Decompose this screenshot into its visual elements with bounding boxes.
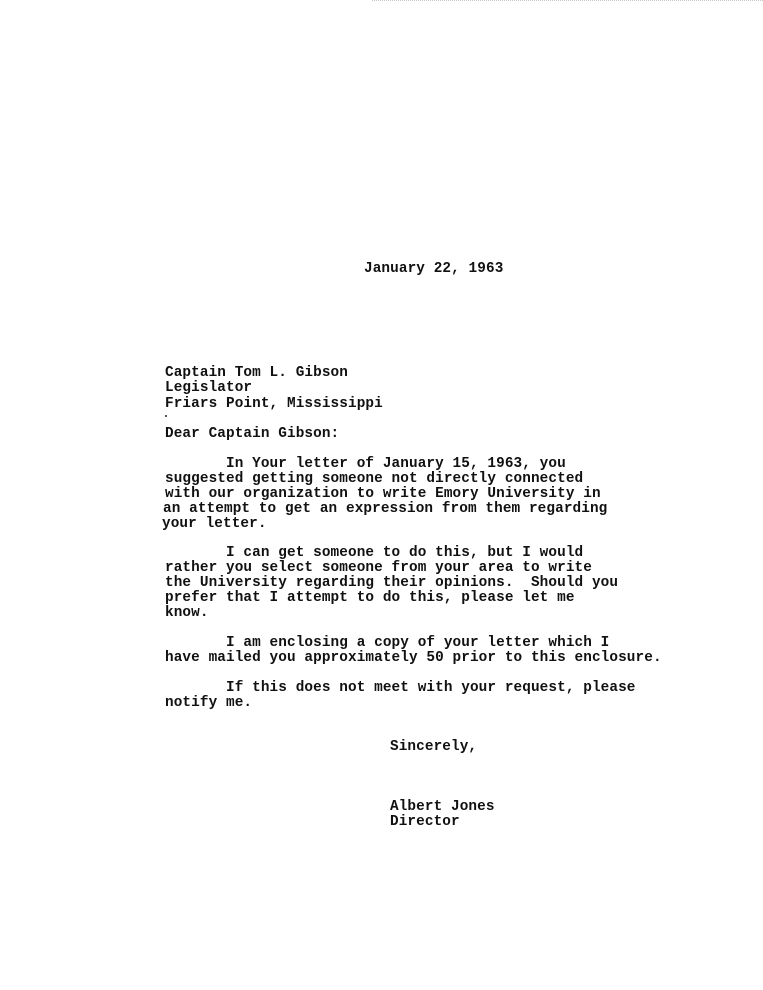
paragraph-1-line-1: In Your letter of January 15, 1963, you bbox=[165, 456, 566, 472]
paragraph-4-line-1: If this does not meet with your request, please bbox=[165, 680, 636, 696]
paragraph-1-line-5: your letter. bbox=[162, 516, 267, 532]
paragraph-1-line-2: suggested getting someone not directly connected bbox=[165, 471, 584, 487]
recipient-location: Friars Point, Mississippi bbox=[165, 396, 383, 412]
paragraph-2-line-3: the University regarding their opinions. Should you bbox=[165, 575, 619, 591]
paragraph-3-line-1: I am enclosing a copy of your letter which I bbox=[165, 635, 610, 651]
paragraph-1-line-3: with our organization to write Emory University in bbox=[165, 486, 601, 502]
paragraph-1-line-4: an attempt to get an expression from them regarding bbox=[163, 501, 608, 517]
salutation: Dear Captain Gibson: bbox=[165, 426, 340, 442]
paragraph-2-line-2: rather you select someone from your area to write bbox=[165, 560, 592, 576]
recipient-title: Legislator bbox=[165, 380, 253, 396]
signer-title: Director bbox=[390, 814, 460, 830]
paragraph-2-line-1: I can get someone to do this, but I would bbox=[165, 545, 584, 561]
closing: Sincerely, bbox=[390, 739, 478, 755]
paragraph-4-line-2: notify me. bbox=[165, 695, 253, 711]
recipient-name: Captain Tom L. Gibson bbox=[165, 365, 348, 381]
paragraph-2-line-5: know. bbox=[165, 605, 209, 621]
letter-date: January 22, 1963 bbox=[364, 261, 504, 277]
paragraph-2-line-4: prefer that I attempt to do this, please let me bbox=[165, 590, 575, 606]
top-dotted-rule bbox=[372, 0, 763, 1]
stray-ink-mark bbox=[165, 415, 167, 417]
signer-name: Albert Jones bbox=[390, 799, 495, 815]
paragraph-3-line-2: have mailed you approximately 50 prior to this enclosure. bbox=[165, 650, 662, 666]
